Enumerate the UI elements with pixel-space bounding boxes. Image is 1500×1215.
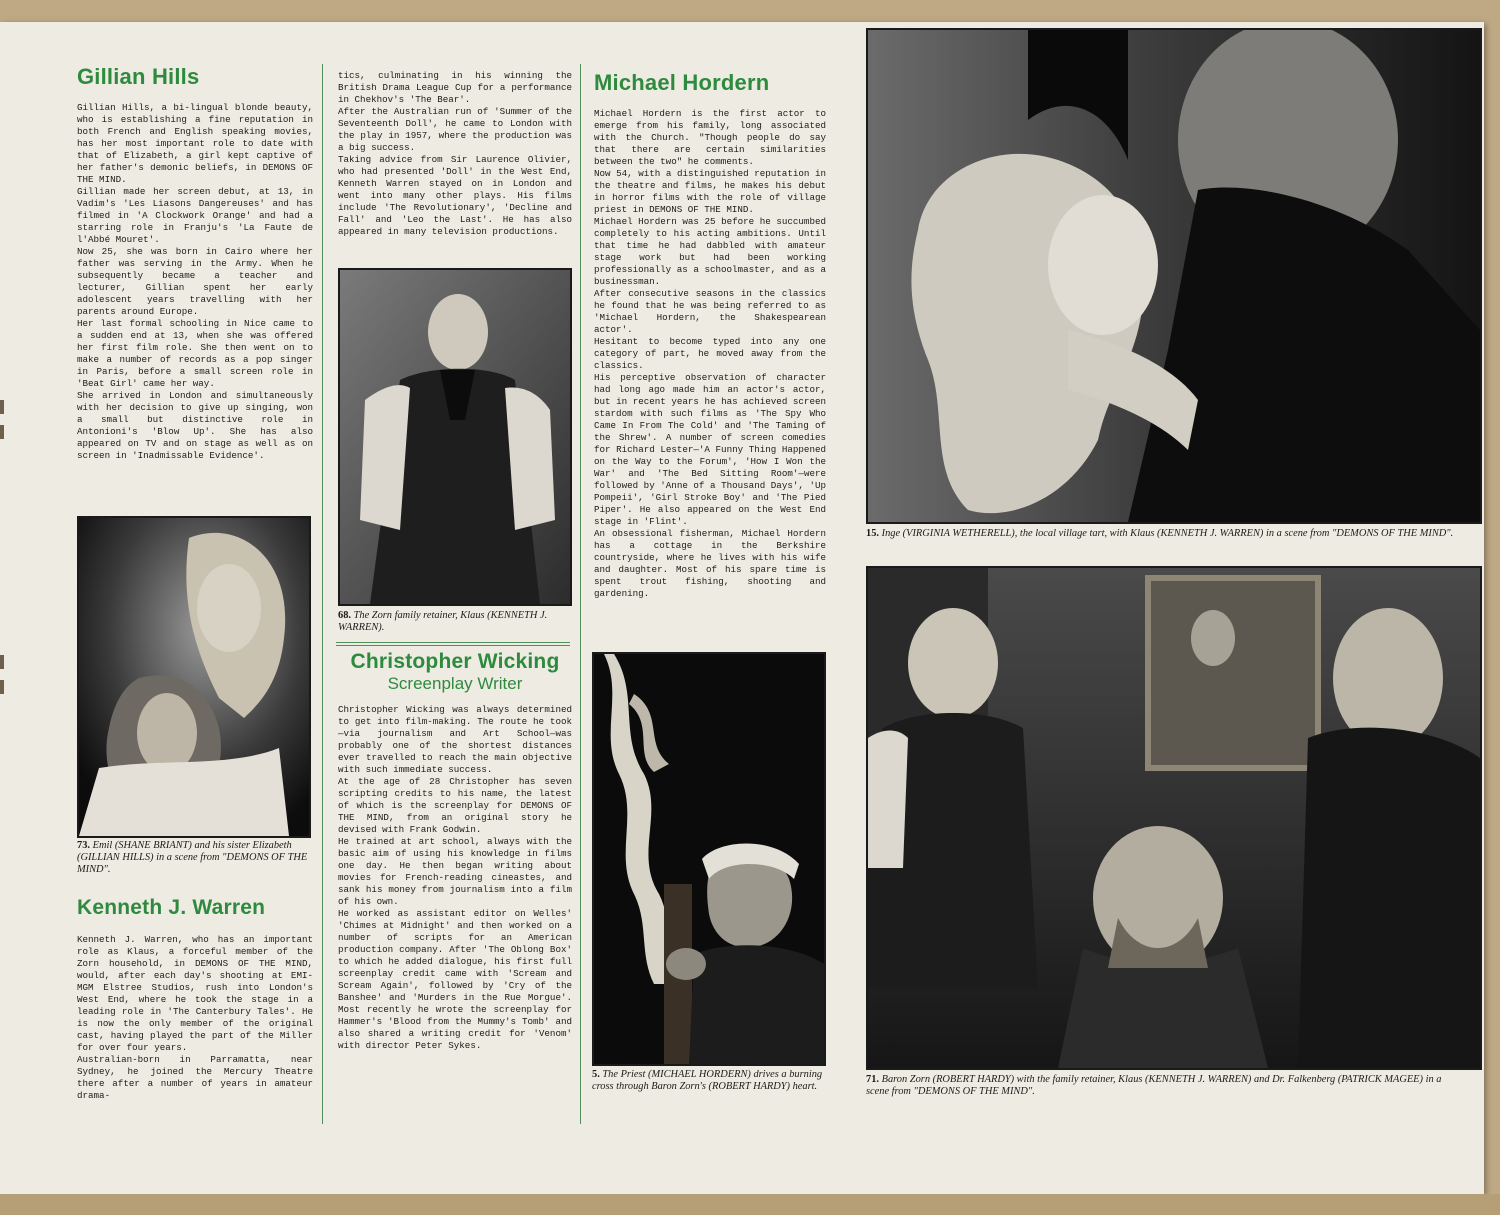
gillian-heading: Gillian Hills [77, 64, 200, 89]
michael-paragraph: Now 54, with a distinguished reputation in the theatre and films, he makes his debut in horror films with the role of village priest in DEMONS OF THE MIND. [594, 168, 826, 215]
caption-73 [77, 840, 309, 876]
caption-5-text: The Priest (MICHAEL HORDERN) drives a burning cross through Baron Zorn's (ROBERT HARDY) heart. [592, 1069, 823, 1092]
column-rule [322, 64, 323, 1124]
column-rule [580, 64, 581, 1124]
michael-paragraph: An obsessional fisherman, Michael Hordern has a cottage in the Berkshire countryside, where he lives with his wife and daughter. Most of his spare time is spent trout fishing, shooting and gardening. [594, 528, 826, 599]
christopher-paragraph: Christopher Wicking was always determined to get into film-making. The route he took—via journalism and Art School—was probably one of the shortest distances ever travelled to reach the main objective with such immediate success. [338, 704, 572, 775]
binding-mark [0, 655, 4, 669]
christopher-paragraph: He worked as assistant editor on Welles' 'Chimes at Midnight' and then worked on a number of scripts for an American production company. After 'The Oblong Box' to which he added dialogue, his first full screenplay credit came with 'Scream and Scream Again', followed by 'Cry of the Banshee' and 'Murders in the Rue Morgue'. Most recently he wrote the screenplay for Hammer's 'Blood from the Mummy's Tomb' and also shared a writing credit for 'Venom' with director Peter Sykes. [338, 908, 572, 1051]
column-kenneth [77, 896, 313, 1102]
gillian-paragraph: She arrived in London and simultaneously with her decision to give up singing, won a small but distinctive role in Antonioni's 'Blow Up'. She has also appeared on TV and on stage as well as on screen in 'Inadmissable Evidence'. [77, 390, 313, 461]
caption-68-text: The Zorn family retainer, Klaus (KENNETH J. WARREN). [338, 610, 548, 633]
kenneth-paragraph: Taking advice from Sir Laurence Olivier, who had presented 'Doll' in the West End, Kenneth Warren stayed on in London and went into many other plays. His films include 'The Revolutionary', 'Decline and Fall' and 'Leo the Last'. He has also appeared in many television productions. [338, 154, 572, 237]
caption-71-text: Baron Zorn (ROBERT HARDY) with the family retainer, Klaus (KENNETH J. WARREN) and Dr. Falkenberg (PATRICK MAGEE) in a scene from "DEMONS OF THE MIND". [866, 1074, 1442, 1097]
kenneth-paragraph: After the Australian run of 'Summer of the Seventeenth Doll', he came to London with the play in 1957, where the production was a big success. [338, 106, 572, 153]
gillian-paragraph: Gillian made her screen debut, at 13, in Vadim's 'Les Liasons Dangereuses' and has filmed in 'A Clockwork Orange' and had a starring role in Franju's 'La Faute de l'Abbé Mouret'. [77, 186, 313, 245]
caption-15-number: 15. [866, 528, 879, 539]
magazine-page [0, 22, 1484, 1194]
kenneth-paragraph: Kenneth J. Warren, who has an important role as Klaus, a forceful member of the Zorn household, in DEMONS OF THE MIND, would, after each day's shooting at EMI-MGM Elstree Studios, rush into London's West End, where he took the stage in a leading role in 'The Canterbury Tales'. He is now the only member of the original cast, having played the part of the Miller for over four years. [77, 934, 313, 1053]
photo-5-priest [592, 652, 826, 1066]
christopher-subheading: Screenplay Writer [387, 674, 523, 693]
michael-heading: Michael Hordern [594, 70, 770, 95]
column-christopher [338, 650, 572, 1052]
kenneth-paragraph: tics, culminating in his winning the British Drama League Cup for a performance in Chekhov's 'The Bear'. [338, 70, 572, 105]
caption-68 [338, 610, 570, 634]
column-kenneth-continued [338, 70, 572, 238]
caption-71 [866, 1074, 1466, 1098]
gillian-paragraph: Her last formal schooling in Nice came to a sudden end at 13, when she was offered her first film role. She then went on to make a number of records as a pop singer in Paris, before a small screen role in 'Beat Girl' came her way. [77, 318, 313, 389]
gillian-paragraph: Now 25, she was born in Cairo where her father was serving in the Army. When he subsequently became a teacher and lecturer, Gillian spent her early adolescent years travelling with her parents around Europe. [77, 246, 313, 317]
photo-71-zorn-klaus-falkenberg [866, 566, 1482, 1070]
christopher-paragraph: He trained at art school, always with the basic aim of using his knowledge in films one day. He then began writing about movies for French-reading cineastes, and sank his money from journalism into a film of his own. [338, 836, 572, 907]
kenneth-paragraph: Australian-born in Parramatta, near Sydney, he joined the Mercury Theatre there after a number of years in amateur drama- [77, 1054, 313, 1101]
caption-15 [866, 528, 1466, 540]
caption-73-number: 73. [77, 840, 90, 851]
binding-mark [0, 680, 4, 694]
page-bottom-edge [0, 1194, 1500, 1215]
gillian-paragraph: Gillian Hills, a bi-lingual blonde beauty, who is establishing a fine reputation in both French and English speaking movies, has her most important role to date with that of Elizabeth, a girl kept captive of her father's demonic beliefs, in DEMONS OF THE MIND. [77, 102, 313, 185]
photo-73-emil-elizabeth [77, 516, 311, 838]
column-gillian [77, 64, 313, 462]
photo-15-inge-klaus [866, 28, 1482, 524]
column-michael [594, 70, 826, 600]
christopher-paragraph: At the age of 28 Christopher has seven scripting credits to his name, the latest of which is the screenplay for DEMONS OF THE MIND, from an original story he devised with Frank Godwin. [338, 776, 572, 835]
kenneth-heading: Kenneth J. Warren [77, 896, 266, 919]
michael-paragraph: After consecutive seasons in the classics he found that he was being referred to as 'Michael Hordern, the Shakespearean actor'. [594, 288, 826, 335]
caption-73-text: Emil (SHANE BRIANT) and his sister Elizabeth (GILLIAN HILLS) in a scene from "DEMONS OF THE MIND". [77, 840, 308, 875]
michael-paragraph: His perceptive observation of character had long ago made him an actor's actor, but in recent years he has achieved screen stardom with such films as 'The Spy Who Came In From The Cold' and 'The Taming of the Shrew'. A number of screen comedies for Richard Lester—'A Funny Thing Happened on the Way to the Forum', 'How I Won the War' and 'The Bed Sitting Room'—were followed by 'Anne of a Thousand Days', 'Up Pompeii', 'Girl Stroke Boy' and 'The Pied Piper'. He also appeared on the West End stage in 'Flint'. [594, 372, 826, 527]
michael-paragraph: Michael Hordern is the first actor to emerge from his family, long associated with the Church. "Though people do say that there are certain similarities between the two" he comments. [594, 108, 826, 167]
michael-paragraph: Michael Hordern was 25 before he succumbed completely to his acting ambitions. Until that time he had dabbled with amateur stage work but had been working professionally as a schoolmaster, and as a businessman. [594, 216, 826, 287]
caption-5-number: 5. [592, 1069, 600, 1080]
binding-mark [0, 400, 4, 414]
caption-71-number: 71. [866, 1074, 879, 1085]
caption-5 [592, 1069, 824, 1093]
section-rule [336, 645, 570, 646]
michael-paragraph: Hesitant to become typed into any one category of part, he moved away from the classics. [594, 336, 826, 371]
photo-68-klaus [338, 268, 572, 606]
christopher-heading: Christopher Wicking [350, 650, 560, 673]
caption-68-number: 68. [338, 610, 351, 621]
section-rule [336, 642, 570, 643]
caption-15-text: Inge (VIRGINIA WETHERELL), the local village tart, with Klaus (KENNETH J. WARREN) in a scene from "DEMONS OF THE MIND". [881, 528, 1454, 539]
binding-mark [0, 425, 4, 439]
